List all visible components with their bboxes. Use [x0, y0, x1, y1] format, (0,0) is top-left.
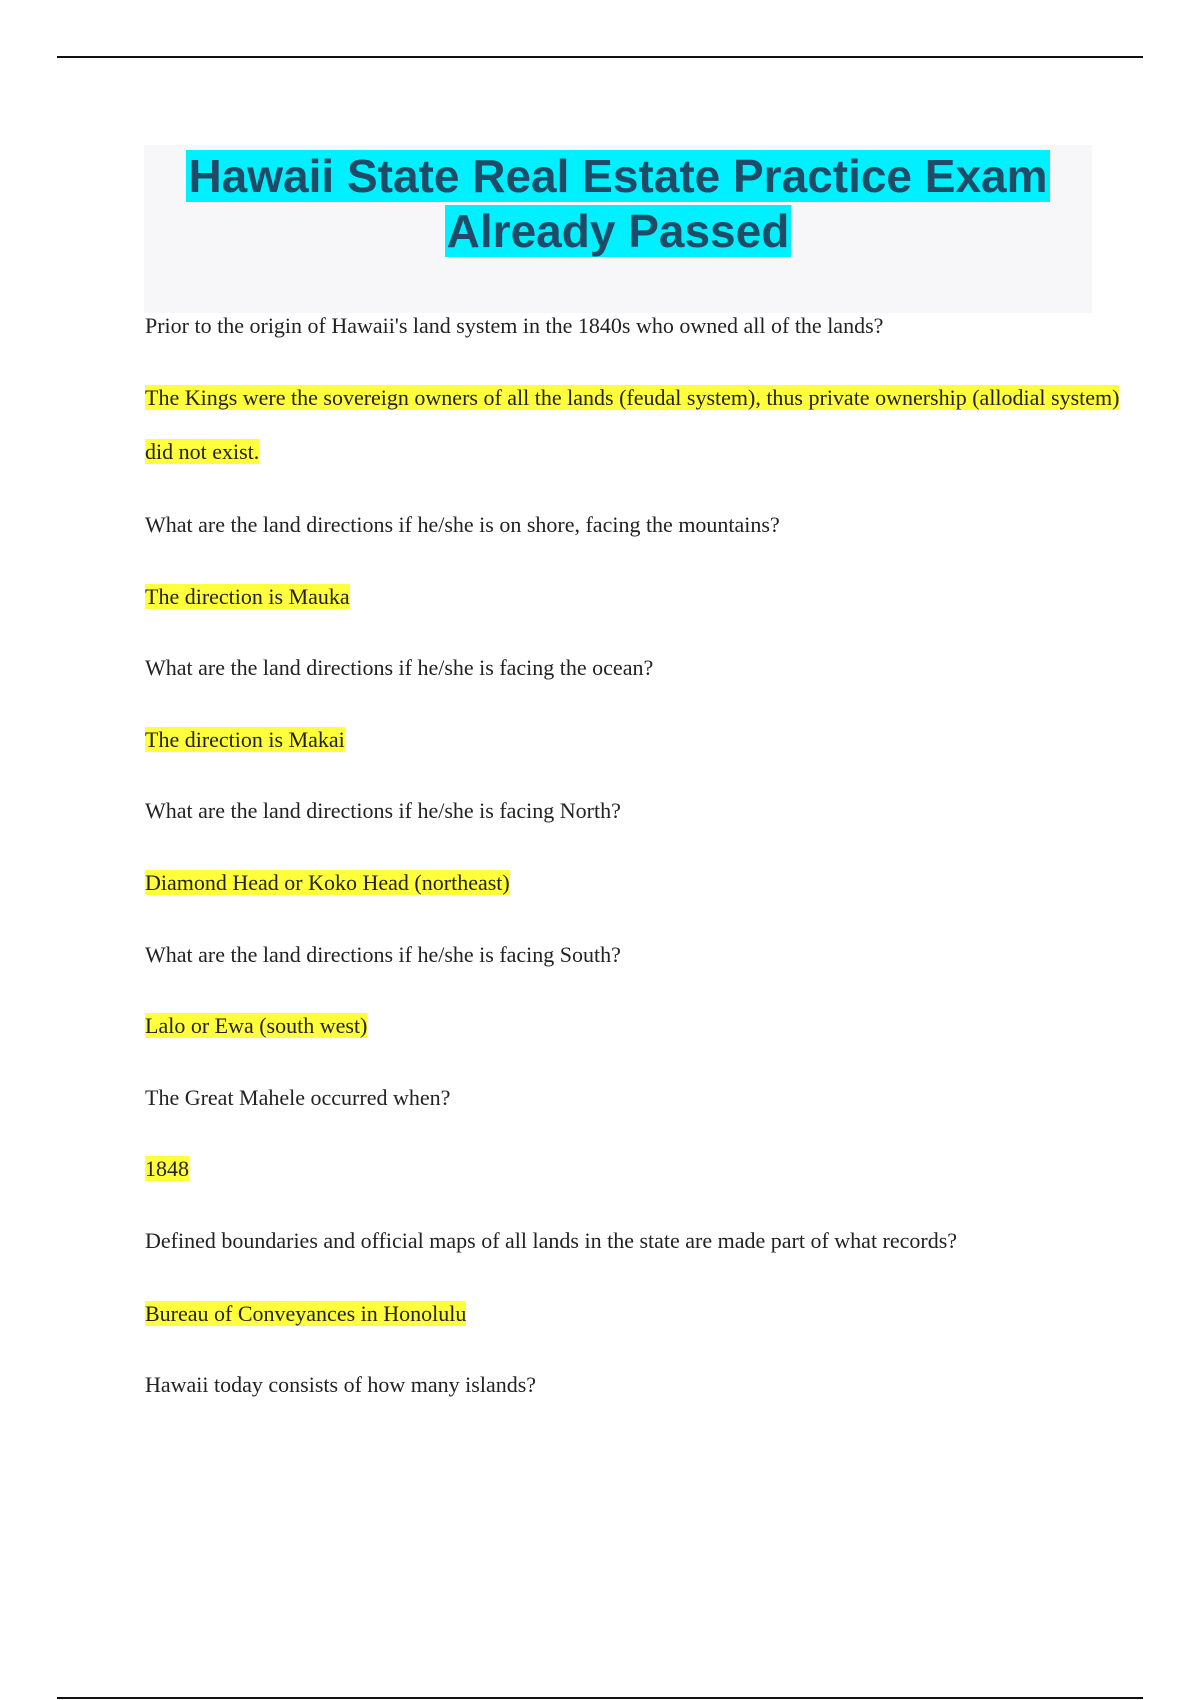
bottom-rule: [57, 1697, 1143, 1699]
answer-4: Diamond Head or Koko Head (northeast): [145, 870, 510, 895]
title-line-1: Hawaii State Real Estate Practice Exam: [188, 150, 1048, 202]
question-8: Hawaii today consists of how many islands?: [145, 1372, 537, 1397]
answer-6: 1848: [145, 1156, 189, 1181]
answer-3: The direction is Makai: [145, 727, 345, 752]
question-1: Prior to the origin of Hawaii's land system in the 1840s who owned all of the lands?: [145, 313, 884, 338]
answer-2: The direction is Mauka: [145, 584, 350, 609]
answer-7: Bureau of Conveyances in Honolulu: [145, 1301, 467, 1326]
question-5: What are the land directions if he/she is facing South?: [145, 942, 621, 967]
question-2: What are the land directions if he/she is on shore, facing the mountains?: [145, 512, 780, 537]
question-6: The Great Mahele occurred when?: [145, 1085, 451, 1110]
answer-1: The Kings were the sovereign owners of all the lands (feudal system), thus private ownership (allodial system) did not exist.: [145, 385, 1120, 464]
question-3: What are the land directions if he/she is facing the ocean?: [145, 655, 654, 680]
answer-5: Lalo or Ewa (south west): [145, 1013, 368, 1038]
title-box: [144, 145, 1092, 313]
title-line-2: Already Passed: [446, 205, 790, 257]
question-4: What are the land directions if he/she is facing North?: [145, 798, 621, 823]
question-7: Defined boundaries and official maps of all lands in the state are made part of what records?: [145, 1228, 958, 1253]
page-title: [144, 145, 1092, 259]
top-rule: [57, 56, 1143, 58]
